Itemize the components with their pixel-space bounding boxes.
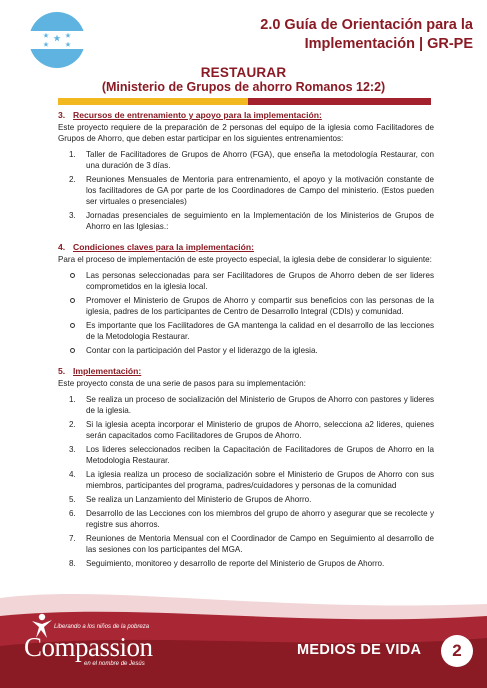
bullet-circle-icon <box>70 273 75 278</box>
title-line-2: Implementación | GR-PE <box>304 36 473 52</box>
list-item-text: Seguimiento, monitoreo y desarrollo de reporte del Ministerio de Grupos de Ahorro. <box>86 559 385 568</box>
section-3-intro: Este proyecto requiere de la preparación de 2 personas del equipo de la iglesia como Facilitadores de Grupos de Ahorro, que deben estar participar en los siguientes entrenamientos: <box>58 123 434 143</box>
list-number: 4. <box>69 470 76 479</box>
list-item-text: Contar con la participación del Pastor y el liderazgo de la iglesia. <box>86 346 318 355</box>
list-item-text: La iglesia realiza un proceso de socialización sobre el Ministerio de Grupos de Ahorro con sus miembros, participantes del programa, padres/cuidadores y personas de la comunidad <box>86 470 434 490</box>
list-item <box>58 270 434 292</box>
section-5-list <box>58 394 434 569</box>
list-item <box>58 558 434 569</box>
list-item-text: Se realiza un Lanzamiento del Ministerio de Grupos de Ahorro. <box>86 495 312 504</box>
list-number: 7. <box>69 534 76 543</box>
list-number: 1. <box>69 150 76 159</box>
list-number: 3. <box>69 211 76 220</box>
honduras-flag-icon <box>29 12 85 68</box>
list-number: 2. <box>69 175 76 184</box>
list-item <box>58 419 434 441</box>
list-item-text: Las personas seleccionadas para ser Facilitadores de Grupos de Ahorro deben de ser lideres comprometidos en la iglesia local. <box>86 271 434 291</box>
section-4-intro: Para el proceso de implementación de este proyecto especial, la iglesia debe de considerar lo siguiente: <box>58 255 432 264</box>
list-number: 2. <box>69 420 76 429</box>
list-item-text: Desarrollo de las Lecciones con los miembros del grupo de ahorro y asegurar que se recolecte y registre sus ahorros. <box>86 509 434 529</box>
list-item <box>58 533 434 555</box>
footer-label: MEDIOS DE VIDA <box>297 642 422 658</box>
list-item-text: Promover el Ministerio de Grupos de Ahorro y compartir sus beneficios con las personas de la iglesia, padres de los participantes de Centro de Desarrollo Integral (CDIs) y comunidad. <box>86 296 434 316</box>
title-line-1: 2.0 Guía de Orientación para la <box>260 17 473 33</box>
list-item <box>58 174 434 207</box>
section-5-intro: Este proyecto consta de una serie de pasos para su implementación: <box>58 379 306 388</box>
list-item-text: Es importante que los Facilitadores de GA mantenga la calidad en el desarrollo de las lecciones de la Metodologia Restaurar. <box>86 321 434 341</box>
list-item <box>58 469 434 491</box>
list-number: 3. <box>69 445 76 454</box>
list-item-text: Taller de Facilitadores de Grupos de Ahorro (FGA), que enseña la metodología Restaurar, con una duración de 3 días. <box>86 150 434 170</box>
bullet-circle-icon <box>70 298 75 303</box>
accent-bar-yellow <box>58 98 248 105</box>
section-5-number: 5. <box>58 366 66 376</box>
list-item <box>58 494 434 505</box>
logo-tagline: Liberando a los niños de la pobreza <box>54 624 150 630</box>
list-item-text: Se realiza un proceso de socialización del Ministerio de Grupos de Ahorro con pastores y lideres de la iglesia. <box>86 395 434 415</box>
section-3-number: 3. <box>58 110 66 120</box>
page-number: 2 <box>441 635 473 667</box>
list-number: 8. <box>69 559 76 568</box>
list-number: 6. <box>69 509 76 518</box>
bullet-circle-icon <box>70 348 75 353</box>
section-4-heading-text: Condiciones claves para la implementación: <box>73 242 255 252</box>
list-item <box>58 149 434 171</box>
section-3-list <box>58 149 434 232</box>
list-item <box>58 320 434 342</box>
list-item <box>58 508 434 530</box>
section-title: RESTAURAR <box>200 65 287 80</box>
list-item <box>58 345 434 356</box>
list-item-text: Reuniones Mensuales de Mentoria para entrenamiento, el apoyo y la motivación constante de los facilitadores de GA por parte de los Coordinadores de Campo del ministerio. (Estos pueden ser virtuales o presenciales) <box>86 175 434 206</box>
list-item <box>58 444 434 466</box>
list-item-text: Si la iglesia acepta incorporar el Ministerio de grupos de Ahorro, selecciona a2 lideres, quienes serán capacitados como Facilitadores de Grupos de Ahorro. <box>86 420 434 440</box>
logo-subline: en el nombre de Jesús <box>84 661 145 667</box>
section-subtitle: (Ministerio de Grupos de ahorro Romanos 12:2) <box>101 80 386 94</box>
section-5-heading <box>58 366 434 377</box>
bullet-circle-icon <box>70 323 75 328</box>
list-item-text: Jornadas presenciales de seguimiento en la Implementación de los Ministerios de Grupos de Ahorro en las Iglesias.: <box>86 211 434 231</box>
section-5-heading-text: Implementación: <box>73 366 142 376</box>
section-4-number: 4. <box>58 242 66 252</box>
list-item <box>58 210 434 232</box>
list-item-text: Reuniones de Mentoria Mensual con el Coordinador de Campo en Seguimiento al desarrollo de las sesiones con los participantes del MGA. <box>86 534 434 554</box>
document-body <box>58 110 434 579</box>
section-3-heading-text: Recursos de entrenamiento y apoyo para la implementación: <box>73 110 322 120</box>
section-4-list <box>58 270 434 356</box>
document-title <box>133 16 473 54</box>
list-item <box>58 394 434 416</box>
list-item <box>58 295 434 317</box>
section-4-heading <box>58 242 434 253</box>
accent-bar-red <box>248 98 431 105</box>
list-item-text: Los lideres seleccionados reciben la Capacitación de Facilitadores de Grupos de Ahorro en la Metodologia Restaurar. <box>86 445 434 465</box>
list-number: 1. <box>69 395 76 404</box>
list-number: 5. <box>69 495 76 504</box>
section-3-heading <box>58 110 434 121</box>
logo-wordmark: Compassion <box>24 632 153 662</box>
